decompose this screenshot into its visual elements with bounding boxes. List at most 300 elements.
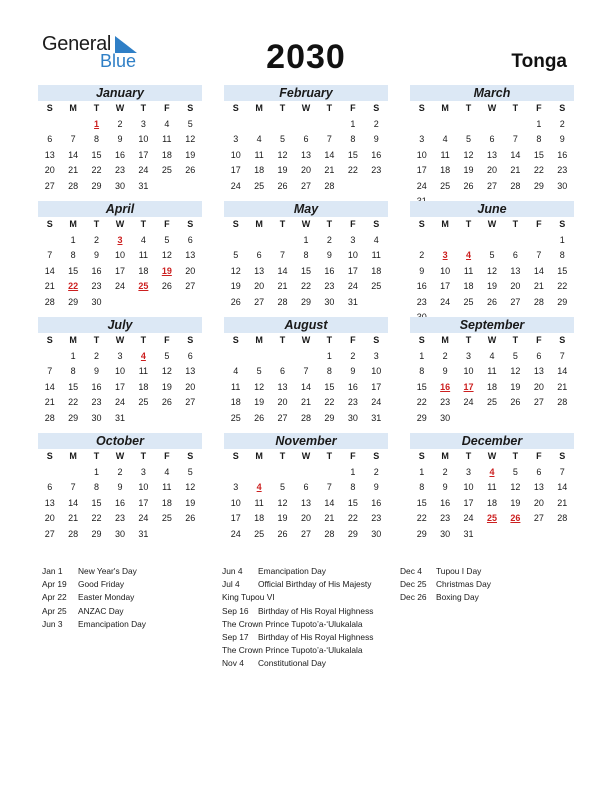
day-cell: 25 [463,296,474,307]
day-cell: 21 [557,497,568,508]
holiday-day: 4 [256,482,262,492]
holiday-column [222,565,373,671]
weekday-label: S [373,219,380,229]
day-cell: 12 [277,149,288,160]
day-cell: 9 [442,482,448,492]
day-cell: 10 [114,250,125,260]
weekday-label: T [93,219,100,229]
holiday-entry [222,631,373,644]
day-cell: 22 [416,513,427,523]
empty-cell [433,233,456,249]
day-cell: 13 [277,381,288,392]
weekday-label: T [512,335,519,345]
weekday-label: M [69,219,77,229]
holiday-column [400,565,491,605]
day-cell: 11 [162,134,172,144]
day-cell: 24 [138,513,149,523]
day-cell: 18 [463,281,474,291]
day-grid [224,333,388,426]
weekday-label: W [301,335,311,345]
day-cell: 16 [371,497,382,508]
day-cell: 21 [68,513,79,523]
day-cell: 5 [280,134,286,144]
day-cell: 15 [416,497,427,508]
weekday-label: F [164,451,170,461]
day-cell: 8 [419,482,425,492]
holiday-name: King Tupou VI [222,592,275,603]
weekday-label: F [350,103,356,113]
day-cell: 17 [440,281,451,291]
weekday-label: M [255,103,263,113]
day-cell: 22 [300,281,311,291]
holiday-day: 4 [140,350,146,361]
weekday-label: T [465,219,472,229]
day-cell: 22 [91,165,102,175]
empty-cell [61,465,84,481]
day-cell: 29 [533,180,544,191]
day-cell: 6 [303,482,309,492]
day-cell: 7 [326,482,332,492]
day-cell: 23 [416,296,427,307]
holiday-name: Birthday of His Royal Highness [258,605,374,616]
day-cell: 7 [47,250,53,260]
day-cell: 12 [161,250,172,260]
day-cell: 14 [533,265,544,276]
weekday-label: T [93,451,100,461]
weekday-label: T [326,103,333,113]
day-cell: 13 [300,149,311,160]
day-grid [224,217,388,310]
day-grid [410,101,574,210]
month-november [224,433,388,542]
day-cell: 11 [254,497,264,508]
day-cell: 22 [324,397,335,407]
day-cell: 25 [486,397,497,407]
holiday-entry [222,644,373,657]
day-cell: 31 [463,528,474,539]
weekday-label: S [46,219,53,229]
empty-cell [224,233,247,249]
day-cell: 12 [254,381,265,392]
weekday-label: W [115,335,125,345]
day-cell: 4 [489,350,495,361]
day-cell: 2 [350,350,356,361]
day-cell: 28 [557,397,568,407]
day-cell: 11 [138,366,149,376]
day-cell: 7 [559,350,565,361]
month-name: May [224,201,388,217]
day-cell: 29 [347,528,358,539]
day-cell: 20 [277,397,288,407]
day-cell: 27 [486,180,497,191]
day-cell: 11 [487,482,497,492]
day-cell: 30 [91,412,102,423]
day-cell: 29 [68,412,79,423]
day-cell: 25 [440,180,451,191]
day-cell: 28 [277,296,288,307]
holiday-date: Dec 25 [400,579,427,590]
day-cell: 10 [440,265,451,276]
empty-cell [318,117,341,133]
day-cell: 4 [373,234,379,245]
day-cell: 18 [440,165,451,175]
weekday-label: T [465,335,472,345]
day-cell: 23 [440,397,451,407]
day-cell: 28 [300,412,311,423]
day-cell: 10 [114,366,125,376]
day-cell: 24 [114,281,125,291]
day-cell: 4 [164,118,170,129]
day-cell: 23 [371,165,382,175]
weekday-label: T [93,103,100,113]
holiday-entry [42,605,146,618]
day-cell: 3 [233,134,239,144]
day-cell: 14 [557,366,568,376]
month-october [38,433,202,542]
day-cell: 23 [557,165,568,175]
holiday-date: Sep 16 [222,605,249,616]
empty-cell [247,117,270,133]
month-may [224,201,388,310]
day-cell: 31 [347,296,358,307]
day-cell: 21 [324,513,335,523]
day-cell: 15 [68,381,79,392]
weekday-label: S [46,451,53,461]
empty-cell [271,349,294,365]
holiday-day: 22 [68,281,79,291]
day-cell: 21 [510,165,521,175]
day-cell: 17 [114,265,125,276]
day-cell: 5 [164,350,170,361]
day-grid [38,333,202,426]
day-cell: 12 [230,265,241,276]
day-cell: 8 [303,250,309,260]
weekday-label: W [301,219,311,229]
weekday-label: S [559,103,566,113]
day-cell: 17 [416,165,427,175]
day-cell: 1 [559,234,565,245]
day-cell: 3 [466,466,472,477]
empty-cell [224,117,247,133]
day-cell: 9 [350,366,356,376]
day-cell: 31 [114,412,125,423]
day-cell: 28 [68,180,79,191]
day-cell: 19 [230,281,241,291]
day-cell: 14 [300,381,311,392]
logo-text-general: General [42,33,112,55]
day-cell: 21 [44,397,55,407]
weekday-label: M [69,335,77,345]
day-cell: 2 [94,234,100,245]
day-cell: 23 [114,513,125,523]
day-cell: 27 [533,397,544,407]
day-cell: 7 [559,466,565,477]
day-cell: 8 [94,482,100,492]
logo-text-blue: Blue [100,51,137,71]
day-cell: 2 [442,466,448,477]
day-cell: 12 [510,366,521,376]
day-cell: 18 [230,397,241,407]
empty-cell [527,233,550,249]
day-cell: 29 [68,296,79,307]
holiday-name: New Year's Day [78,566,137,576]
holiday-date: Dec 26 [400,592,427,603]
day-cell: 1 [70,350,76,361]
weekday-label: S [232,219,239,229]
weekday-label: W [487,335,497,345]
day-cell: 1 [419,466,425,477]
day-cell: 22 [533,165,544,175]
day-cell: 31 [371,412,382,423]
day-cell: 17 [230,513,241,523]
holiday-name: Official Birthday of His Majesty [258,579,372,590]
day-cell: 7 [326,134,332,144]
day-cell: 16 [371,149,382,160]
empty-cell [247,349,270,365]
day-cell: 19 [486,281,497,291]
day-cell: 13 [254,265,265,276]
day-cell: 11 [254,149,264,160]
holiday-date: Jan 1 [42,566,63,576]
day-cell: 24 [138,165,149,175]
day-grid [38,101,202,194]
empty-cell [294,117,317,133]
month-june [410,201,574,326]
weekday-label: T [465,451,472,461]
day-cell: 17 [371,381,382,392]
day-cell: 31 [138,528,149,539]
weekday-label: F [536,451,542,461]
month-name: June [410,201,574,217]
day-cell: 15 [91,497,102,508]
day-cell: 15 [68,265,79,276]
day-grid [224,101,388,194]
weekday-label: T [93,335,100,345]
day-cell: 1 [94,466,100,477]
empty-cell [433,117,456,133]
day-cell: 22 [416,397,427,407]
day-cell: 20 [44,165,55,175]
day-cell: 12 [463,149,474,160]
holiday-name: Easter Monday [78,592,135,603]
day-cell: 29 [416,412,427,423]
weekday-label: S [187,219,194,229]
weekday-label: M [441,451,449,461]
empty-cell [480,117,503,133]
day-cell: 6 [303,134,309,144]
day-cell: 24 [463,397,474,407]
day-cell: 20 [300,165,311,175]
weekday-label: S [46,335,53,345]
day-cell: 15 [347,149,358,160]
day-cell: 16 [557,149,568,160]
day-cell: 31 [138,180,149,191]
day-cell: 10 [416,149,427,160]
day-cell: 3 [419,134,425,144]
weekday-label: W [487,451,497,461]
day-cell: 4 [164,466,170,477]
day-cell: 18 [161,497,172,508]
day-cell: 29 [91,528,102,539]
day-cell: 20 [185,381,196,392]
weekday-label: F [164,103,170,113]
day-cell: 26 [161,281,172,291]
empty-cell [318,465,341,481]
day-cell: 1 [350,118,356,129]
weekday-label: F [164,335,170,345]
day-cell: 30 [440,412,451,423]
day-cell: 24 [230,180,241,191]
weekday-label: S [373,335,380,345]
day-cell: 1 [303,234,309,245]
day-cell: 30 [114,180,125,191]
day-cell: 15 [557,265,568,276]
weekday-label: S [232,335,239,345]
weekday-label: F [164,219,170,229]
day-cell: 9 [326,250,332,260]
day-cell: 7 [303,366,309,376]
empty-cell [271,465,294,481]
day-cell: 8 [419,366,425,376]
month-name: December [410,433,574,449]
day-grid [410,449,574,542]
day-cell: 11 [440,149,450,160]
day-cell: 27 [300,180,311,191]
empty-cell [457,233,480,249]
day-cell: 19 [277,165,288,175]
day-cell: 23 [440,513,451,523]
day-cell: 17 [138,497,149,508]
day-cell: 3 [140,466,146,477]
day-cell: 13 [533,366,544,376]
day-cell: 26 [185,513,196,523]
holiday-column [42,565,146,631]
month-february [224,85,388,194]
day-cell: 1 [536,118,542,129]
holiday-date: Nov 4 [222,658,244,669]
day-cell: 18 [486,497,497,508]
day-cell: 20 [254,281,265,291]
holiday-date: Apr 19 [42,579,67,590]
day-cell: 30 [91,296,102,307]
day-cell: 24 [230,528,241,539]
empty-cell [271,233,294,249]
day-cell: 9 [94,250,100,260]
weekday-label: M [255,219,263,229]
day-cell: 1 [350,466,356,477]
holiday-day: 25 [486,513,497,523]
country-label: Tonga [511,51,567,72]
day-cell: 14 [44,381,55,392]
day-cell: 30 [114,528,125,539]
day-cell: 26 [230,296,241,307]
weekday-label: M [69,451,77,461]
day-cell: 11 [463,265,474,276]
month-name: July [38,317,202,333]
day-cell: 30 [347,412,358,423]
day-cell: 23 [91,397,102,407]
day-cell: 18 [161,149,172,160]
day-cell: 13 [185,366,196,376]
day-cell: 19 [510,381,521,392]
weekday-label: W [301,103,311,113]
day-cell: 28 [324,528,335,539]
day-cell: 1 [70,234,76,245]
holiday-entry [42,618,146,631]
holiday-date: Apr 22 [42,592,67,603]
day-cell: 7 [512,134,518,144]
day-cell: 14 [44,265,55,276]
day-cell: 23 [91,281,102,291]
weekday-label: S [187,335,194,345]
day-grid [410,217,574,326]
day-cell: 22 [557,281,568,291]
holiday-date: Jun 4 [222,566,243,576]
holiday-date: Dec 4 [400,566,422,576]
empty-cell [294,349,317,365]
empty-cell [38,465,61,481]
day-cell: 11 [162,482,172,492]
weekday-label: T [279,219,286,229]
day-cell: 9 [419,265,425,276]
day-cell: 28 [510,180,521,191]
weekday-label: F [350,451,356,461]
weekday-label: T [140,451,147,461]
holiday-entry [42,591,146,604]
day-cell: 6 [256,250,262,260]
weekday-label: M [255,451,263,461]
weekday-label: S [373,451,380,461]
day-cell: 17 [138,149,149,160]
holiday-name: Tupou I Day [436,566,482,576]
day-cell: 4 [140,234,146,245]
day-cell: 14 [68,149,79,160]
day-cell: 14 [324,497,335,508]
month-name: February [224,85,388,101]
day-cell: 16 [416,281,427,291]
day-cell: 14 [68,497,79,508]
day-cell: 29 [324,412,335,423]
day-cell: 15 [533,149,544,160]
day-cell: 5 [187,466,193,477]
day-cell: 8 [94,134,100,144]
day-cell: 26 [161,397,172,407]
day-cell: 21 [300,397,311,407]
day-cell: 15 [300,265,311,276]
weekday-label: S [559,219,566,229]
day-cell: 2 [326,234,332,245]
empty-cell [38,349,61,365]
day-cell: 13 [486,149,497,160]
day-cell: 29 [557,296,568,307]
month-january [38,85,202,194]
day-cell: 10 [138,482,149,492]
day-cell: 25 [230,412,241,423]
weekday-label: S [418,219,425,229]
day-cell: 2 [117,118,123,129]
empty-cell [38,117,61,133]
day-cell: 13 [510,265,521,276]
empty-cell [247,233,270,249]
day-cell: 21 [277,281,288,291]
day-cell: 30 [371,528,382,539]
day-cell: 23 [347,397,358,407]
day-cell: 20 [300,513,311,523]
day-cell: 2 [373,118,379,129]
weekday-label: S [559,335,566,345]
day-cell: 28 [44,296,55,307]
day-cell: 19 [277,513,288,523]
